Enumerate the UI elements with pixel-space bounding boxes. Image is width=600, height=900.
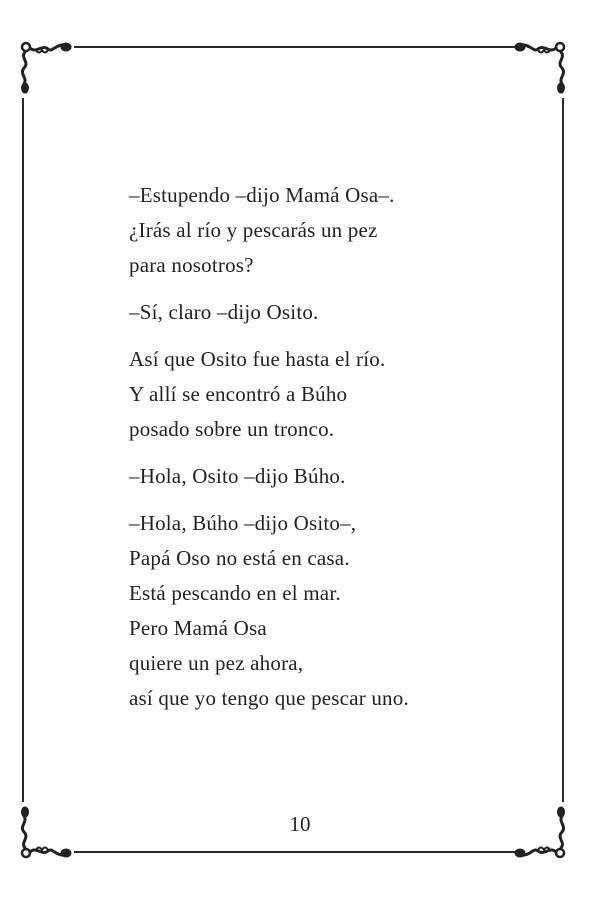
border-bottom-line [74,851,516,853]
text-line: quiere un pez ahora, [129,651,304,675]
text-line: Pero Mamá Osa [129,616,267,640]
text-line: Y allí se encontró a Búho [129,382,348,406]
paragraph-5 [129,506,509,716]
paragraph-4 [129,459,509,494]
text-line: posado sobre un tronco. [129,417,335,441]
text-line: Está pescando en el mar. [129,581,341,605]
text-line: así que yo tengo que pescar uno. [129,686,409,710]
text-line: Así que Osito fue hasta el río. [129,347,386,371]
text-line: para nosotros? [129,253,254,277]
text-line: ¿Irás al río y pescarás un pez [129,218,378,242]
border-top-line [74,46,516,48]
border-right-line [562,98,564,802]
corner-flourish-top-right-icon [514,38,570,94]
story-text [129,178,509,728]
paragraph-2 [129,295,509,330]
text-line: Papá Oso no está en casa. [129,546,350,570]
page-number: 10 [289,812,311,836]
paragraph-3 [129,342,509,447]
text-line: –Hola, Osito –dijo Búho. [129,464,346,488]
text-line: –Sí, claro –dijo Osito. [129,300,319,324]
border-left-line [22,98,24,802]
text-line: –Hola, Búho –dijo Osito–, [129,511,357,535]
corner-flourish-top-left-icon [16,38,72,94]
text-line: –Estupendo –dijo Mamá Osa–. [129,183,395,207]
paragraph-1 [129,178,509,283]
